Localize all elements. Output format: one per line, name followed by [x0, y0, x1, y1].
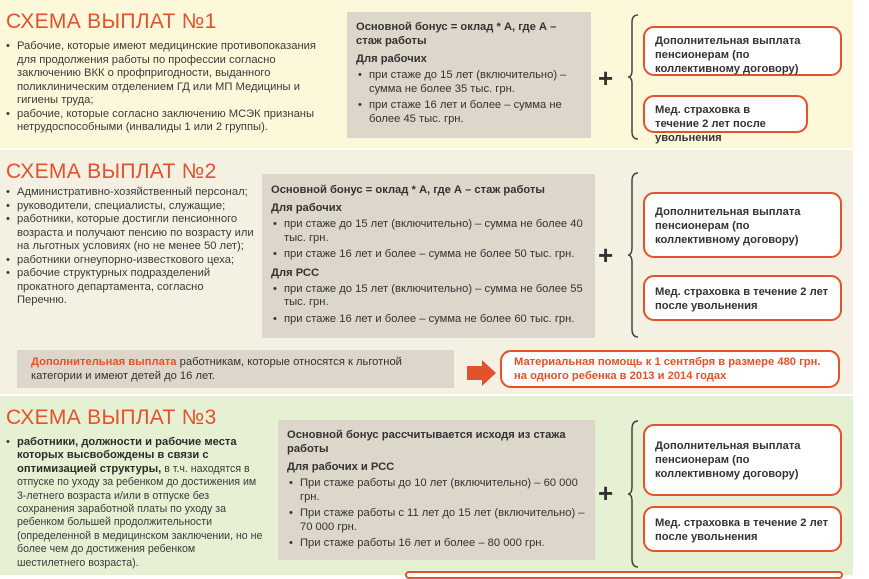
group-label: Для рабочих	[271, 202, 342, 214]
scheme1-bonus-box	[347, 12, 591, 138]
extra-payment-box: Дополнительная выплата пенсионерам (по коллективному договору)	[643, 424, 842, 496]
list-item: • При стаже работы 16 лет и более – 80 000 грн.	[287, 537, 586, 551]
med-insurance-box: Мед. страховка в течение 2 лет после увольнения	[643, 95, 808, 133]
next-box-edge	[405, 571, 843, 579]
bonus-formula: Основной бонус = оклад * А, где А – стаж работы	[271, 184, 545, 196]
list-item	[6, 436, 264, 570]
list-item: • рабочие структурных подразделений прокатного департамента, согласно Перечню.	[6, 267, 254, 308]
list-item: • Рабочие, которые имеют медицинские противопоказания для продолжения работы по профессии согласно заключению ВКК о профпригодности, выданного поликлиническим отделением ГД или МП Медицины и гигиены труда;	[6, 40, 336, 108]
additional-payment-note	[17, 350, 454, 388]
extra-payment-box: Дополнительная выплата пенсионерам (по коллективному договору)	[643, 192, 842, 258]
list-item: • При стаже работы с 11 лет до 15 лет (включительно) – 70 000 грн.	[287, 507, 586, 534]
brace-icon	[627, 14, 639, 140]
med-insurance-box: Мед. страховка в течение 2 лет после увольнения	[643, 506, 842, 552]
material-help-box: Материальная помощь к 1 сентября в размере 480 грн. на одного ребенка в 2013 и 2014 годах	[500, 350, 840, 388]
scheme3-title: СХЕМА ВЫПЛАТ №3	[6, 406, 217, 429]
scheme1-eligible-list	[6, 40, 336, 135]
arrow-right-icon	[467, 360, 497, 386]
bonus-formula: Основной бонус рассчитывается исходя из стажа работы	[287, 429, 566, 455]
scheme2-title: СХЕМА ВЫПЛАТ №2	[6, 160, 217, 183]
additional-payment-label: Дополнительная выплата	[31, 356, 177, 368]
group-label: Для РСС	[271, 266, 320, 279]
extra-payment-box: Дополнительная выплата пенсионерам (по коллективному договору)	[643, 26, 842, 76]
plus-sign: +	[598, 63, 614, 93]
brace-icon	[627, 172, 639, 338]
scheme2-eligible-list	[6, 186, 254, 308]
additional-payment-text: работникам, которые относятся к льготной категории и имеют детей до 16 лет.	[31, 356, 402, 382]
list-item: • при стаже до 15 лет (включительно) – сумма не более 35 тыс. грн.	[356, 69, 582, 96]
group-label: Для рабочих	[356, 53, 427, 65]
list-item: • при стаже 16 лет и более – сумма не более 45 тыс. грн.	[356, 99, 582, 126]
list-item: • работники, которые достигли пенсионного возраста и получают пенсию по возрасту или на льготных условиях (но не менее 50 лет);	[6, 213, 254, 254]
bonus-list	[271, 283, 586, 327]
med-insurance-box: Мед. страховка в течение 2 лет после увольнения	[643, 275, 842, 321]
scheme3-eligible-list	[6, 436, 264, 570]
scheme3-bonus-box	[278, 420, 595, 560]
plus-sign: +	[598, 478, 614, 508]
list-item-bold: работники, должности и рабочие места которых высвобождены в связи с оптимизацией структуры,	[17, 436, 237, 475]
bonus-list	[356, 69, 582, 126]
list-item: • при стаже до 15 лет (включительно) – сумма не более 55 тыс. грн.	[271, 283, 586, 310]
scheme1-title: СХЕМА ВЫПЛАТ №1	[6, 10, 217, 33]
brace-icon	[627, 420, 639, 568]
list-item: • Административно-хозяйственный персонал;	[6, 186, 254, 200]
scheme3-section	[0, 396, 853, 575]
list-item: • рабочие, которые согласно заключению МСЭК признаны нетрудоспособными (инвалиды 1 или 2 группы).	[6, 108, 336, 135]
list-item: • при стаже 16 лет и более – сумма не более 60 тыс. грн.	[271, 313, 586, 327]
list-item-rest: в т.ч. находятся в отпуске по уходу за ребенком до достижения им 3-летнего возраста и/или в отпуске без сохранения заработной платы по уходу за ребенком большей продолжительности (определенной в медицинском заключении, но не более чем до достижения ребенком шестилетнего возраста).	[17, 462, 263, 569]
bonus-list	[287, 477, 586, 551]
bonus-formula: Основной бонус = оклад * А, где А – стаж работы	[356, 21, 557, 47]
scheme2-bonus-box	[262, 174, 595, 338]
list-item: • работники огнеупорно-известкового цеха;	[6, 254, 254, 268]
list-item: • при стаже до 15 лет (включительно) – сумма не более 40 тыс. грн.	[271, 218, 586, 245]
list-item: • При стаже работы до 10 лет (включительно) – 60 000 грн.	[287, 477, 586, 504]
scheme1-section	[0, 0, 853, 148]
bonus-list	[271, 218, 586, 262]
list-item: • при стаже 16 лет и более – сумма не более 50 тыс. грн.	[271, 248, 586, 262]
list-item: • руководители, специалисты, служащие;	[6, 200, 254, 214]
group-label: Для рабочих и РСС	[287, 461, 395, 473]
plus-sign: +	[598, 240, 614, 270]
